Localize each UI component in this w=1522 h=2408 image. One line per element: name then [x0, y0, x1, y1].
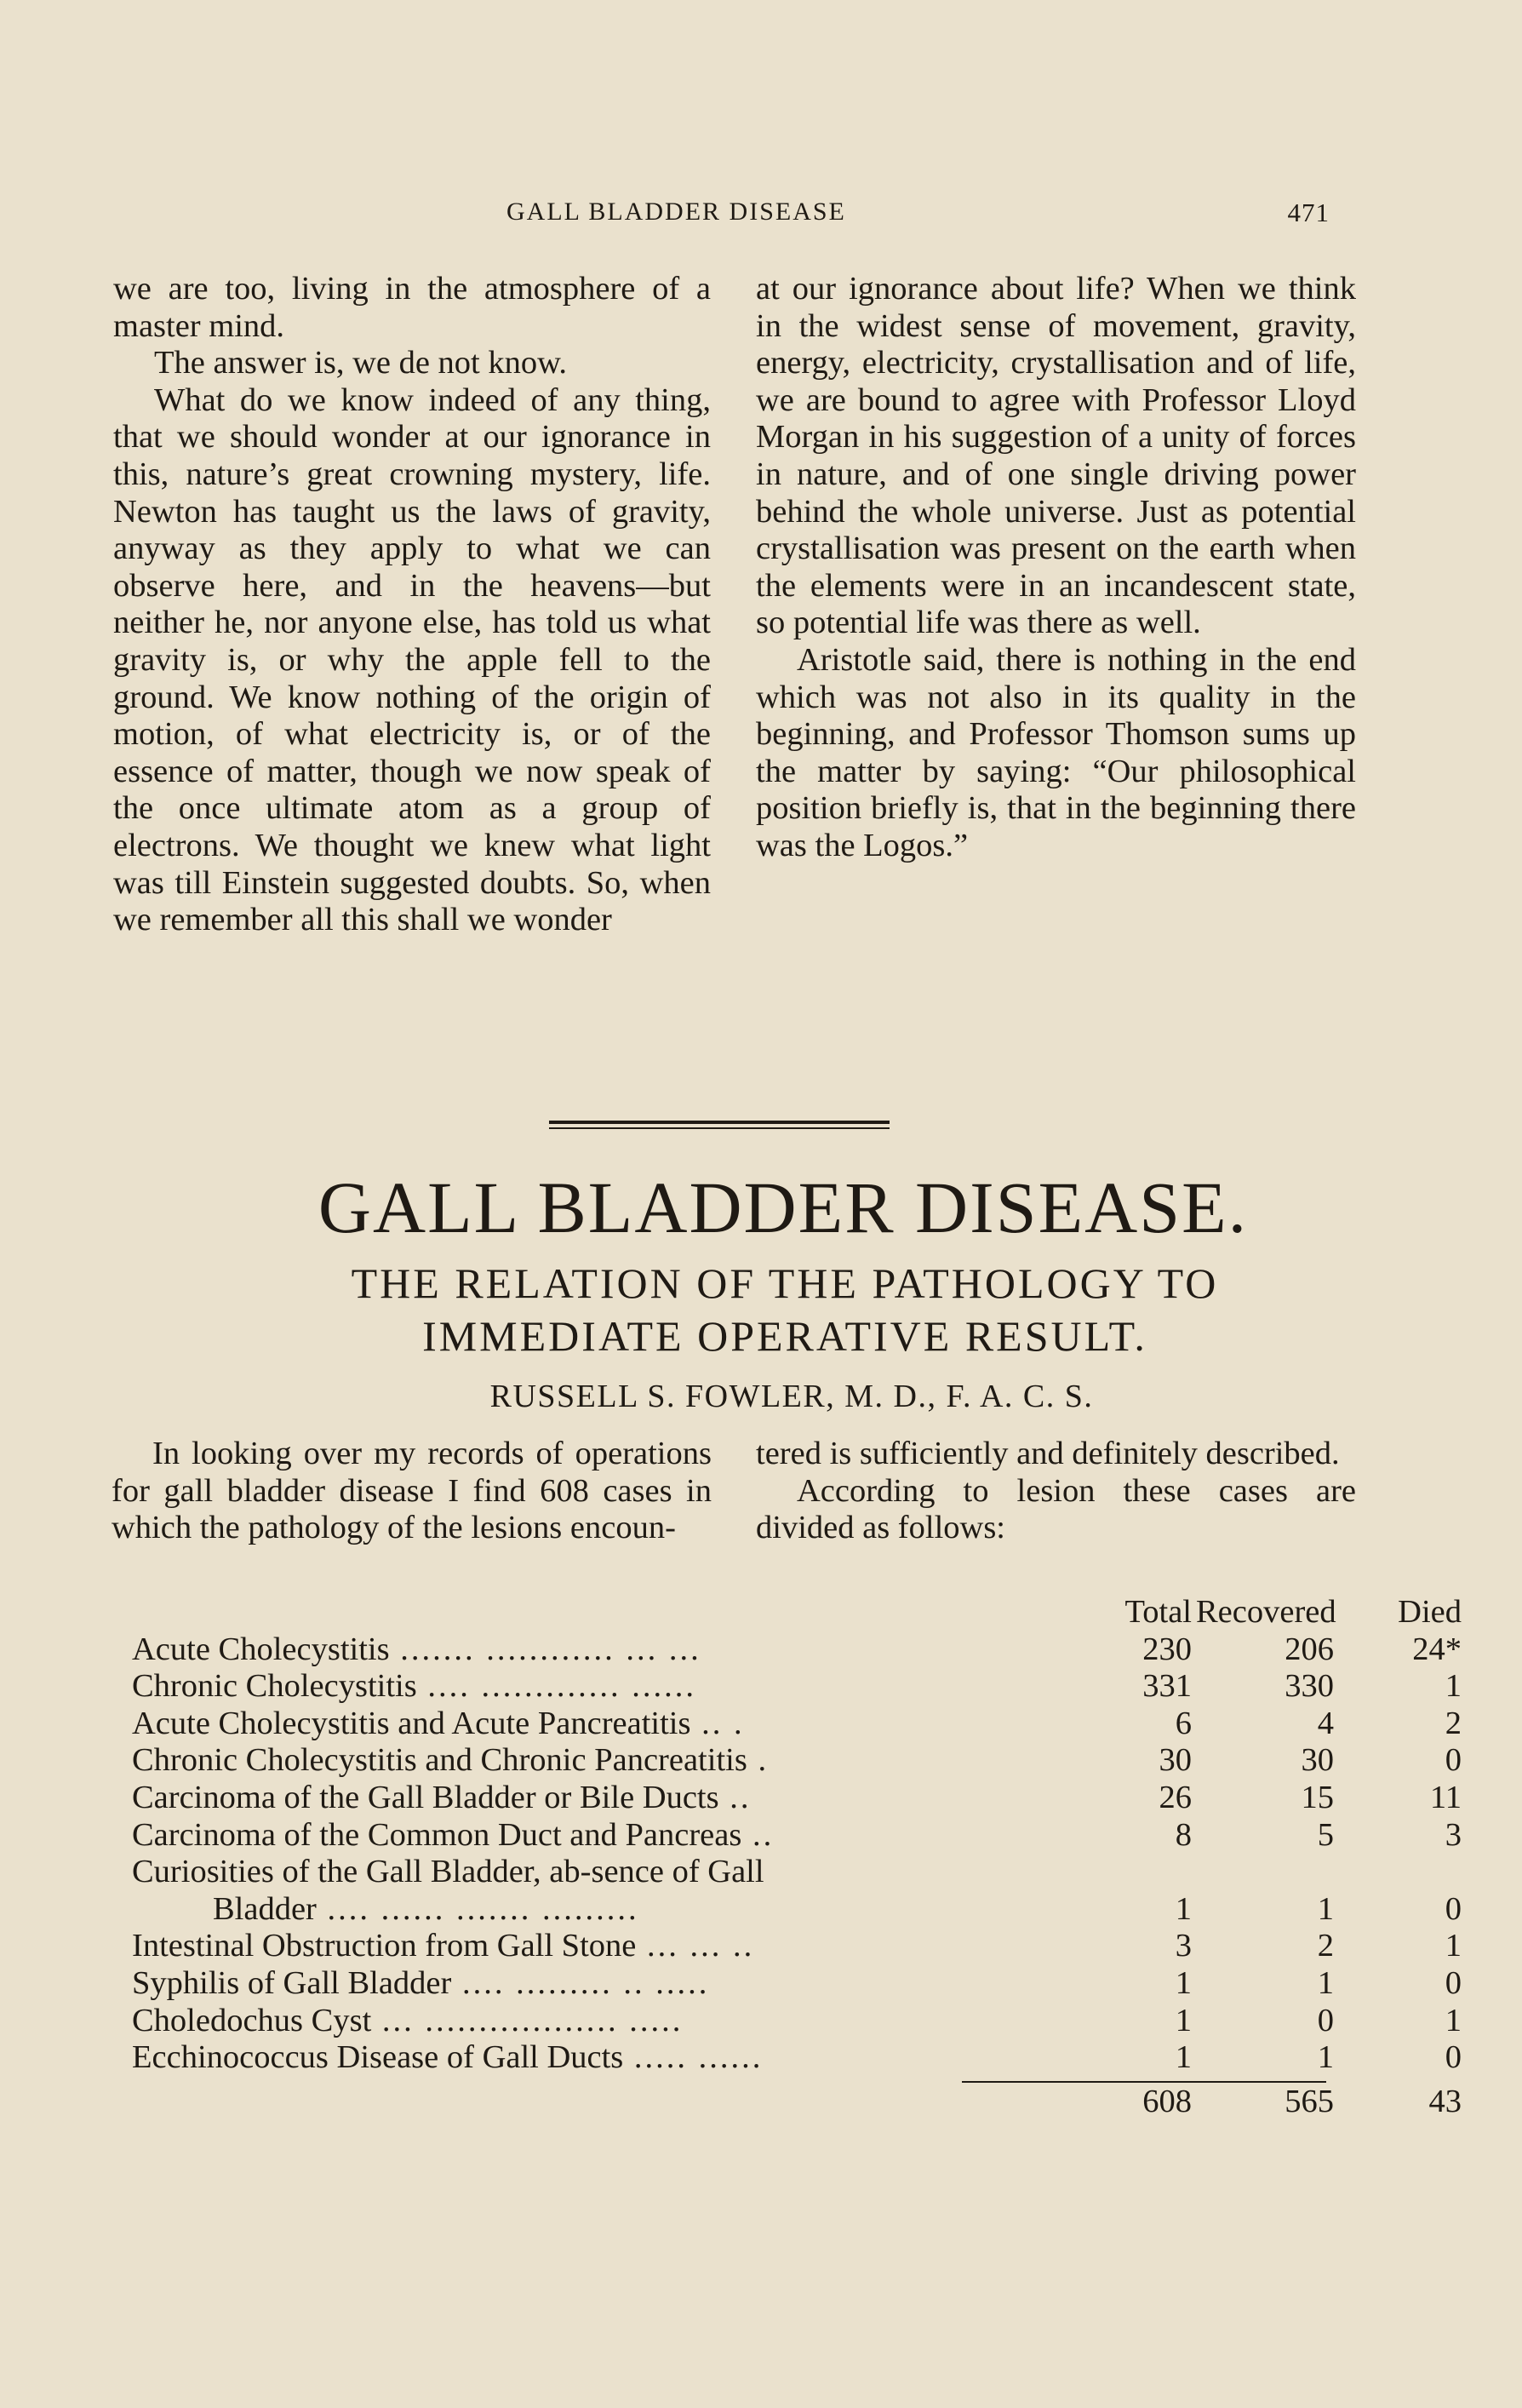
- header-died: Died: [1398, 1594, 1462, 1630]
- lesion-name: Carcinoma of the Common Duct and Pancreas: [132, 1816, 742, 1853]
- row-label: [132, 1668, 696, 1706]
- recovered-cell: 30: [1301, 1742, 1334, 1779]
- running-head: [111, 198, 1336, 235]
- total-cell: 230: [1142, 1631, 1192, 1667]
- article-left-column: [112, 1436, 712, 1547]
- died-cell: 2: [1445, 1705, 1462, 1741]
- page-number: 471: [1287, 198, 1330, 227]
- total-cell: 1: [1175, 1964, 1192, 2001]
- total-cell: 8: [1175, 1816, 1192, 1853]
- table-row: [132, 1816, 1462, 1855]
- recovered-cell: 206: [1285, 1631, 1334, 1667]
- row-label: [132, 2039, 763, 2077]
- paragraph: at our ignorance about life? When we think in the widest sense of movement, gravity, energy, electricity, crystallisation and of life, we are bound to agree with Professor Lloyd Morgan in his suggestion of a unity of forces in nature, and of one single driving power behind the whole universe. Just as potential crystallisation was present on the earth when the elements were in an incandescent state, so potential life was there as well.: [756, 271, 1356, 641]
- died-sum: 43: [1428, 2084, 1462, 2119]
- died-cell: 1: [1445, 2002, 1462, 2038]
- recovered-cell: 330: [1285, 1668, 1334, 1705]
- leader-dots: .... ............. ......: [416, 1668, 696, 1705]
- total-cell: 26: [1159, 1779, 1192, 1815]
- leader-dots: .: [747, 1742, 770, 1779]
- total-cell: 6: [1175, 1705, 1192, 1741]
- died-cell: 0: [1445, 1742, 1462, 1779]
- recovered-cell: 1: [1317, 2039, 1334, 2076]
- article-subtitle-line2: IMMEDIATE OPERATIVE RESULT.: [422, 1312, 1147, 1360]
- recovered-cell: 2: [1317, 1928, 1334, 1964]
- article-author: RUSSELL S. FOWLER, M. D., F. A. C. S.: [489, 1379, 1094, 1414]
- leader-dots: ..... ......: [623, 2039, 764, 2076]
- died-cell: 11: [1429, 1779, 1462, 1815]
- table-row: [132, 1779, 1462, 1817]
- top-right-column: [756, 271, 1356, 865]
- total-cell: 30: [1159, 1742, 1192, 1779]
- lesion-name: Chronic Cholecystitis: [132, 1668, 417, 1705]
- recovered-cell: 1: [1317, 1964, 1334, 2001]
- row-label: [132, 1706, 745, 1743]
- leader-dots: ..: [741, 1816, 775, 1853]
- table-row: [132, 2039, 1462, 2077]
- table-row: [132, 1742, 1462, 1780]
- leader-dots: ....... ............ ... ...: [389, 1631, 701, 1667]
- totals-row: [132, 2083, 1462, 2120]
- header-total: Total: [1124, 1594, 1192, 1630]
- leader-dots: ... ... ..: [636, 1928, 755, 1964]
- lesion-name: Choledochus Cyst: [132, 2002, 372, 2038]
- row-label: [132, 2003, 683, 2040]
- died-cell: 0: [1445, 2039, 1462, 2076]
- total-cell: 331: [1142, 1668, 1192, 1705]
- lesion-name: Ecchinococcus Disease of Gall Ducts: [132, 2039, 624, 2076]
- header-recovered: Recovered: [1196, 1594, 1336, 1630]
- article-subtitle-line1: THE RELATION OF THE PATHOLOGY TO: [351, 1259, 1219, 1307]
- table-row: [132, 1631, 1462, 1669]
- total-cell: 3: [1175, 1928, 1192, 1964]
- table-row: [132, 1705, 1462, 1743]
- section-divider: [549, 1121, 890, 1129]
- died-cell: 0: [1445, 1964, 1462, 2001]
- recovered-cell: 1: [1317, 1890, 1334, 1927]
- table-row: [132, 1890, 1462, 1929]
- table-header-row: [132, 1594, 1462, 1631]
- row-label: [132, 1854, 764, 1891]
- row-label: [213, 1891, 639, 1929]
- died-cell: 3: [1445, 1816, 1462, 1853]
- died-cell: 1: [1445, 1668, 1462, 1705]
- running-title: GALL BLADDER DISEASE: [506, 198, 846, 226]
- paragraph: The answer is, we de not know.: [154, 345, 568, 381]
- table-row: [132, 1928, 1462, 1965]
- row-label: [132, 1965, 709, 2003]
- table-row: [132, 1964, 1462, 2003]
- total-sum: 608: [1142, 2084, 1192, 2119]
- top-left-column: [113, 271, 711, 939]
- total-cell: 1: [1175, 2039, 1192, 2076]
- paragraph: Aristotle said, there is nothing in the end which was not also in its quality in the beginning, and Professor Thomson sums up the matter by saying: “Our philosophical position briefly is, that in the beginning there was the Logos.”: [756, 641, 1356, 863]
- paragraph: What do we know indeed of any thing, that we should wonder at our ignorance in this, nature’s great crowning mystery, life. Newton has taught us the laws of gravity, anyway as they apply to what we can observe here, and in the heavens—but neither he, nor anyone else, has told us what gravity is, or why the apple fell to the ground. We know nothing of the origin of motion, of what electricity is, or of the essence of matter, though we now speak of the once ultimate atom as a group of electrons. We thought we knew what light was till Einstein suggested doubts. So, when we remember all this shall we wonder: [113, 381, 711, 938]
- lesion-name: Acute Cholecystitis and Acute Pancreatitis: [132, 1705, 691, 1741]
- recovered-sum: 565: [1285, 2084, 1334, 2119]
- article-title: GALL BLADDER DISEASE.: [318, 1167, 1249, 1248]
- paragraph: tered is sufficiently and definitely described.: [756, 1436, 1340, 1471]
- lesion-name: Chronic Cholecystitis and Chronic Pancreatitis: [132, 1742, 747, 1779]
- leader-dots: .. .: [690, 1705, 745, 1741]
- row-label: [132, 1817, 774, 1855]
- leader-dots: .... ...... ....... .........: [316, 1890, 639, 1927]
- died-cell: 24*: [1412, 1631, 1462, 1667]
- row-label: [132, 1928, 754, 1965]
- lesion-table: [132, 1594, 1462, 2077]
- leader-dots: ..: [718, 1779, 752, 1815]
- total-cell: 1: [1175, 2002, 1192, 2038]
- paragraph: According to lesion these cases are divided as follows:: [756, 1472, 1356, 1546]
- recovered-cell: 5: [1317, 1816, 1334, 1853]
- died-cell: 0: [1445, 1890, 1462, 1927]
- recovered-cell: 4: [1317, 1705, 1334, 1741]
- lesion-name: Acute Cholecystitis: [132, 1631, 390, 1667]
- lesion-name: Carcinoma of the Gall Bladder or Bile Ducts: [132, 1779, 719, 1815]
- lesion-name: Syphilis of Gall Bladder: [132, 1964, 452, 2001]
- lesion-name: Curiosities of the Gall Bladder, ab-sence of Gall: [132, 1854, 764, 1890]
- recovered-cell: 15: [1301, 1779, 1334, 1815]
- table-row: [132, 1854, 1341, 1891]
- leader-dots: .... ......... .. .....: [451, 1964, 710, 2001]
- table-row: [132, 2002, 1462, 2040]
- leader-dots: ... .................. .....: [371, 2002, 684, 2038]
- total-cell: 1: [1175, 1890, 1192, 1927]
- row-label: [132, 1631, 701, 1669]
- table-row: [132, 1668, 1462, 1706]
- recovered-cell: 0: [1317, 2002, 1334, 2038]
- row-label: [132, 1780, 751, 1817]
- paragraph: In looking over my records of operations for gall bladder disease I find 608 cases in which the pathology of the lesions encoun-: [112, 1436, 712, 1546]
- lesion-name: Intestinal Obstruction from Gall Stone: [132, 1928, 637, 1964]
- paragraph: we are too, living in the atmosphere of a master mind.: [113, 271, 711, 344]
- row-label: [132, 1742, 769, 1780]
- died-cell: 1: [1445, 1928, 1462, 1964]
- article-right-column: [756, 1436, 1356, 1547]
- lesion-name: Bladder: [213, 1890, 317, 1927]
